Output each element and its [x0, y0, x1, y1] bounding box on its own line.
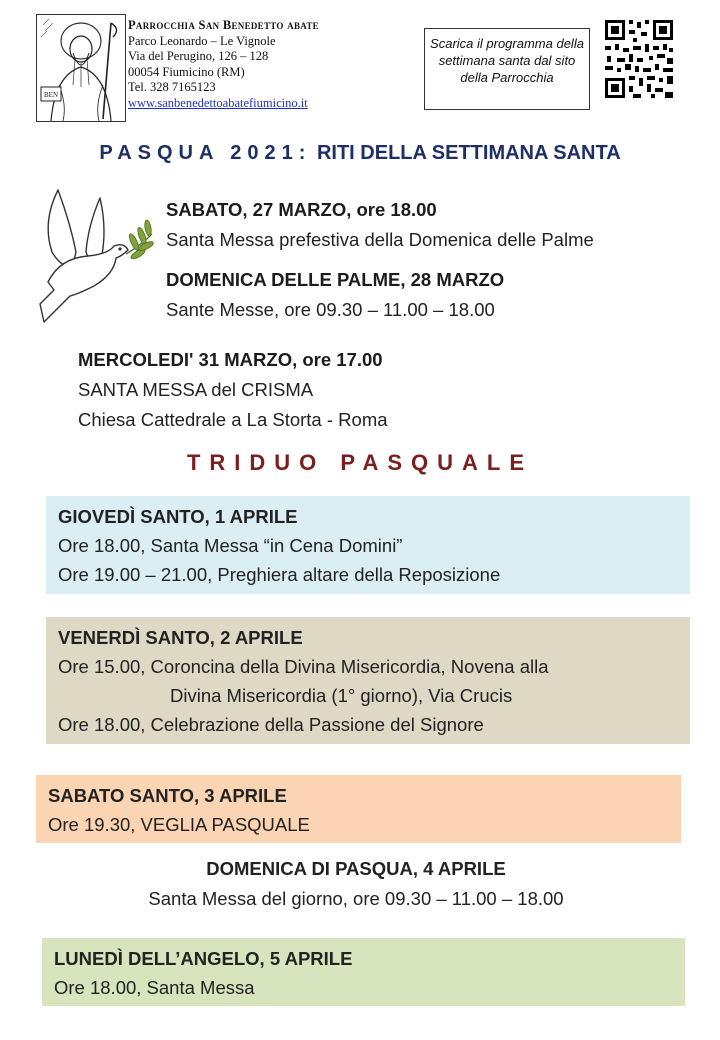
page-title	[0, 142, 720, 165]
domenica-pasqua	[0, 854, 712, 914]
sabato-santo-box	[36, 775, 681, 843]
event-detail: Ore 19.30, VEGLIA PASQUALE	[48, 814, 310, 835]
address-line: Via del Perugino, 126 – 128	[128, 49, 269, 63]
saint-benedict-image	[37, 15, 125, 121]
event-detail: Sante Messe, ore 09.30 – 11.00 – 18.00	[166, 299, 495, 320]
address-line: 00054 Fiumicino (RM)	[128, 64, 245, 79]
svg-text:BEN: BEN	[44, 91, 58, 99]
title-suffix: RITI DELLA SETTIMANA SANTA	[316, 142, 621, 164]
dove-icon	[30, 182, 160, 327]
title-prefix: PASQUA 2021:	[99, 142, 312, 164]
event-detail: Ore 15.00, Coroncina della Divina Misericordia, Novena alla	[58, 656, 549, 677]
event-heading: DOMENICA DELLE PALME, 28 MARZO	[166, 269, 505, 290]
event-heading: MERCOLEDI' 31 MARZO, ore 17.00	[78, 349, 383, 370]
event-heading: VENERDÌ SANTO, 2 APRILE	[58, 627, 303, 648]
event-heading: SABATO SANTO, 3 APRILE	[48, 785, 287, 806]
event-heading: GIOVEDÌ SANTO, 1 APRILE	[58, 506, 298, 527]
qr-code[interactable]	[603, 18, 675, 100]
phone-line: Tel. 328 7165123	[128, 80, 216, 94]
triduo-title: TRIDUO PASQUALE	[186, 450, 534, 475]
parish-name: Parrocchia San Benedetto abate	[128, 18, 319, 32]
event-detail: Ore 18.00, Celebrazione della Passione del Signore	[58, 714, 484, 735]
event-detail: Divina Misericordia (1° giorno), Via Crucis	[170, 685, 513, 706]
address-line: Parco Leonardo – Le Vignole	[128, 33, 276, 48]
lunedi-angelo-box	[42, 938, 685, 1006]
event-domenica-palme	[166, 265, 504, 325]
event-heading: LUNEDÌ DELL’ANGELO, 5 APRILE	[54, 948, 353, 969]
parish-logo	[36, 14, 126, 122]
parish-info	[128, 18, 408, 111]
qr-code-icon	[603, 18, 675, 100]
event-mercoledi-crisma	[78, 345, 388, 435]
event-sabato-palme	[166, 195, 594, 255]
giovedi-santo-box	[46, 496, 690, 594]
event-detail: Ore 18.00, Santa Messa	[54, 977, 255, 998]
event-detail: SANTA MESSA del CRISMA	[78, 379, 314, 400]
event-detail: Ore 18.00, Santa Messa “in Cena Domini”	[58, 535, 403, 556]
event-detail: Chiesa Cattedrale a La Storta - Roma	[78, 409, 388, 430]
event-detail: Ore 19.00 – 21.00, Preghiera altare della Reposizione	[58, 564, 501, 585]
event-heading: SABATO, 27 MARZO, ore 18.00	[166, 199, 437, 220]
event-heading: DOMENICA DI PASQUA, 4 APRILE	[206, 858, 506, 879]
website-link[interactable]: www.sanbenedettoabatefiumicino.it	[128, 95, 308, 110]
event-detail: Santa Messa del giorno, ore 09.30 – 11.00 – 18.00	[148, 888, 564, 909]
event-detail: Santa Messa prefestiva della Domenica delle Palme	[166, 229, 594, 250]
download-note: Scarica il programma della settimana santa dal sito della Parrocchia	[424, 28, 590, 110]
venerdi-santo-box	[46, 617, 690, 744]
